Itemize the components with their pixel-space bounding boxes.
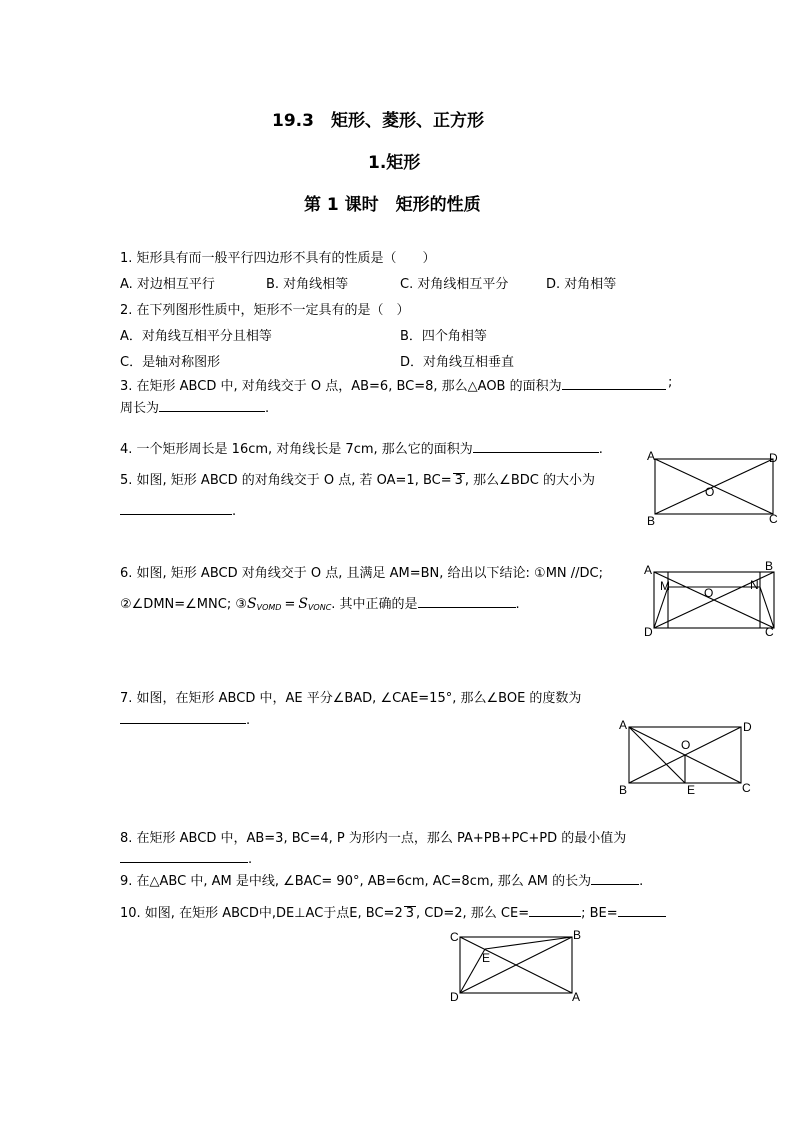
q5-end: .	[232, 504, 237, 519]
q2-stem: 2. 在下列图形性质中，矩形不一定具有的是（ ）	[120, 303, 410, 318]
q5	[120, 469, 595, 488]
q9-end: .	[639, 874, 644, 889]
label-o: O	[704, 586, 714, 600]
q3-line2	[120, 397, 269, 416]
area-subscript-onc: VONC	[307, 603, 332, 612]
answer-blank[interactable]	[120, 500, 232, 515]
q6-question: . 其中正确的是	[331, 597, 418, 612]
label-a: A	[647, 449, 656, 463]
q7-end: .	[246, 713, 251, 728]
q4-text: 4. 一个矩形周长是 16cm, 对角线长是 7cm, 那么它的面积为	[120, 442, 473, 457]
page-title: 19.3 矩形、菱形、正方形	[272, 111, 484, 131]
label-o: O	[681, 738, 691, 752]
label-b: B	[647, 514, 656, 528]
q4-end: .	[598, 442, 603, 457]
q3-semicolon: ;	[668, 375, 673, 390]
equals-sign: =	[284, 597, 296, 612]
answer-blank[interactable]	[159, 397, 265, 412]
sqrt-value: 3	[454, 473, 463, 488]
q8-answer-line	[120, 848, 252, 867]
label-c: C	[765, 625, 774, 639]
q3-perimeter-label: 周长为	[120, 401, 160, 416]
answer-blank[interactable]	[562, 375, 666, 390]
lesson-title: 第 1 课时 矩形的性质	[304, 195, 481, 215]
label-a: A	[572, 990, 581, 1004]
q9	[120, 870, 643, 889]
label-b: B	[765, 559, 774, 573]
q4	[120, 438, 603, 457]
label-b: B	[573, 928, 582, 942]
answer-blank-ce[interactable]	[529, 902, 581, 917]
q10-text: 10. 如图, 在矩形 ABCD中,DE⊥AC于点E, BC=	[120, 906, 395, 921]
q1-option-d: D. 对角相等	[546, 277, 617, 292]
q9-text: 9. 在△ABC 中, AM 是中线, ∠BAC= 90°, AB=6cm, AC=8cm, 那么 AM 的长为	[120, 874, 592, 889]
q3-text: 3. 在矩形 ABCD 中, 对角线交于 O 点，AB=6, BC=8, 那么△AOB 的面积为	[120, 379, 562, 394]
label-d: D	[769, 451, 778, 465]
area-symbol: S	[247, 596, 257, 612]
q1-option-a: A. 对边相互平行	[120, 277, 215, 292]
answer-blank[interactable]	[591, 870, 639, 885]
q10-after: , CD=2, 那么 CE=	[416, 906, 530, 921]
answer-blank[interactable]	[120, 709, 246, 724]
q3-line1	[120, 375, 666, 394]
q2-option-c: C．是轴对称图形	[120, 355, 221, 370]
answer-blank[interactable]	[120, 848, 248, 863]
label-e: E	[687, 783, 696, 797]
section-title: 1.矩形	[368, 153, 421, 173]
label-n: N	[750, 578, 759, 592]
q10-rectangle-diagram	[445, 925, 595, 1010]
q7-rectangle-diagram	[615, 715, 765, 800]
q8-end: .	[248, 852, 253, 867]
label-c: C	[742, 781, 751, 795]
label-c: C	[450, 930, 459, 944]
q10	[120, 902, 666, 921]
q6-line1: 6. 如图, 矩形 ABCD 对角线交于 O 点, 且满足 AM=BN, 给出以下结论: ①MN //DC;	[120, 566, 604, 581]
q6-end: .	[515, 597, 520, 612]
area-symbol: S	[298, 596, 308, 612]
label-b: B	[619, 783, 628, 797]
answer-blank[interactable]	[473, 438, 599, 453]
answer-blank-be[interactable]	[618, 902, 666, 917]
q5-rectangle-diagram	[640, 448, 790, 528]
area-subscript-omd: VOMD	[256, 603, 282, 612]
q2-option-b: B．四个角相等	[400, 329, 487, 344]
q1-stem: 1. 矩形具有而一般平行四边形不具有的性质是（ ）	[120, 251, 436, 266]
label-d: D	[450, 990, 459, 1004]
label-c: C	[769, 512, 778, 526]
label-d: D	[743, 720, 752, 734]
label-e: E	[482, 951, 491, 965]
label-a: A	[619, 718, 628, 732]
q7-answer-line	[120, 709, 250, 728]
label-d: D	[644, 625, 653, 639]
q2-option-a: A．对角线互相平分且相等	[120, 329, 272, 344]
q10-mid: ; BE=	[581, 906, 618, 921]
q6-line2	[120, 593, 520, 612]
segment-ae	[629, 727, 685, 783]
label-m: M	[660, 579, 670, 593]
q1-option-c: C. 对角线相互平分	[400, 277, 509, 292]
q6-conclusion-2: ②∠DMN=∠MNC; ③	[120, 597, 247, 612]
q5-answer-line	[120, 500, 236, 519]
sqrt-value: 3	[405, 906, 414, 921]
q1-option-b: B. 对角线相等	[266, 277, 349, 292]
answer-blank[interactable]	[418, 593, 516, 608]
q5-text: 5. 如图, 矩形 ABCD 的对角线交于 O 点, 若 OA=1, BC=	[120, 473, 452, 488]
q3-end: .	[265, 401, 270, 416]
q8-line1: 8. 在矩形 ABCD 中，AB=3, BC=4, P 为形内一点，那么 PA+PB+PC+PD 的最小值为	[120, 831, 627, 846]
q5-after: , 那么∠BDC 的大小为	[464, 473, 595, 488]
q7-line1: 7. 如图，在矩形 ABCD 中，AE 平分∠BAD, ∠CAE=15°, 那么∠BOE 的度数为	[120, 691, 582, 706]
label-o: O	[705, 485, 715, 499]
q6-rectangle-diagram	[640, 560, 790, 645]
coefficient: 2	[394, 906, 403, 921]
label-a: A	[644, 563, 653, 577]
q2-option-d: D．对角线互相垂直	[400, 355, 515, 370]
